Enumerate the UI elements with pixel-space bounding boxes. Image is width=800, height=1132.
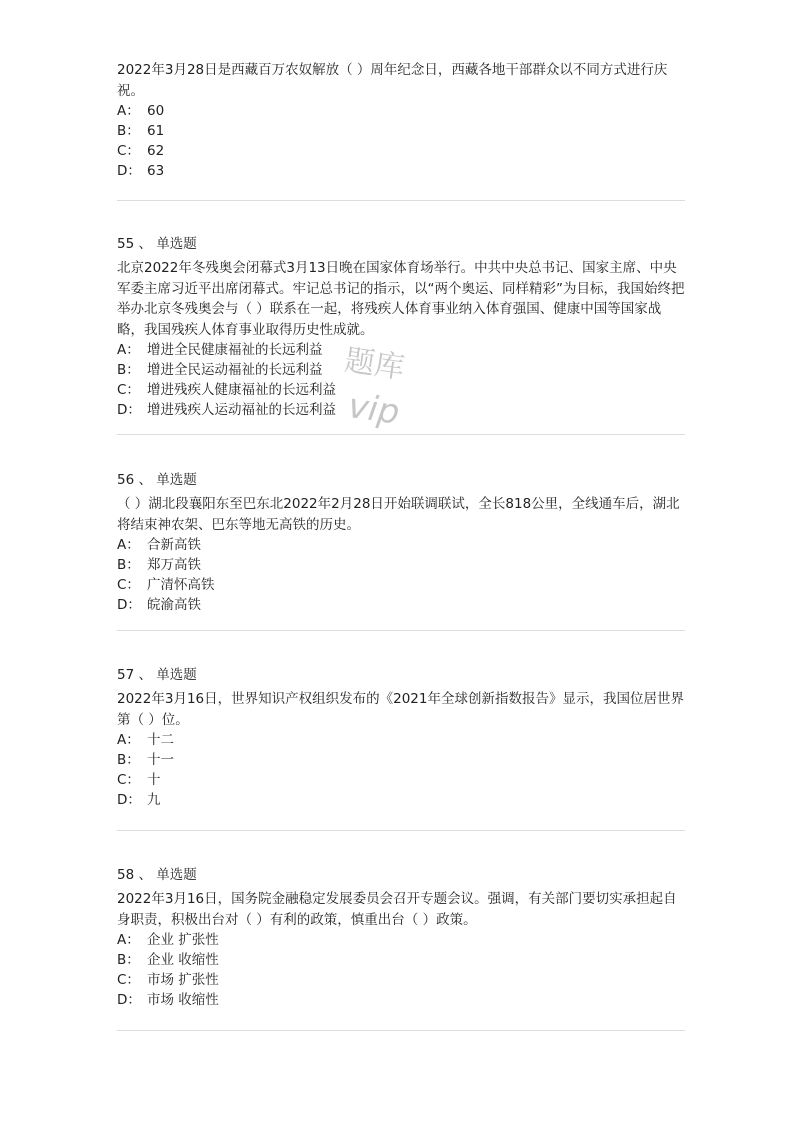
- option-a: [117, 101, 687, 121]
- option-letter: B：: [117, 362, 140, 378]
- option-letter: B：: [117, 952, 140, 968]
- option-letter: B：: [117, 557, 140, 573]
- option-c: [117, 380, 687, 400]
- question-stem: 2022年3月16日，国务院金融稳定发展委员会召开专题会议。强调，有关部门要切实承担起自身职责，积极出台对（ ）有利的政策，慎重出台（ ）政策。: [117, 891, 677, 928]
- option-letter: A：: [117, 342, 140, 358]
- option-a: [117, 535, 687, 555]
- question-header: 58 、 单选题: [117, 867, 197, 883]
- option-letter: D：: [117, 792, 141, 808]
- question-58: [117, 865, 687, 1010]
- option-text: 十二: [147, 732, 174, 748]
- option-text: 九: [147, 792, 161, 808]
- option-text: 61: [147, 123, 165, 139]
- option-letter: C：: [117, 382, 140, 398]
- divider: [117, 1030, 685, 1031]
- watermark-text-1: 题库: [342, 343, 407, 387]
- divider: [117, 630, 685, 631]
- option-text: 十一: [147, 752, 174, 768]
- option-text: 市场 收缩性: [147, 992, 219, 1008]
- option-text: 广清怀高铁: [147, 577, 215, 593]
- option-d: [117, 595, 687, 615]
- option-letter: D：: [117, 992, 141, 1008]
- question-54: [117, 60, 687, 181]
- option-letter: C：: [117, 143, 140, 159]
- divider: [117, 200, 685, 201]
- question-57: [117, 665, 687, 810]
- option-letter: C：: [117, 972, 140, 988]
- option-d: [117, 990, 687, 1010]
- option-text: 60: [147, 103, 165, 119]
- question-header: 57 、 单选题: [117, 667, 197, 683]
- option-c: [117, 575, 687, 595]
- option-text: 企业 收缩性: [147, 952, 219, 968]
- option-d: [117, 400, 687, 420]
- option-letter: A：: [117, 732, 140, 748]
- question-stem: 2022年3月16日，世界知识产权组织发布的《2021年全球创新指数报告》显示，我国位居世界第（ ）位。: [117, 691, 684, 728]
- option-letter: B：: [117, 752, 140, 768]
- question-stem: 2022年3月28日是西藏百万农奴解放（ ）周年纪念日，西藏各地干部群众以不同方式进行庆祝。: [117, 62, 668, 99]
- divider: [117, 434, 685, 435]
- option-letter: C：: [117, 772, 140, 788]
- question-header: 56 、 单选题: [117, 472, 197, 488]
- option-a: [117, 730, 687, 750]
- option-text: 增进残疾人健康福祉的长远利益: [147, 382, 336, 398]
- option-letter: A：: [117, 537, 140, 553]
- question-stem: 北京2022年冬残奥会闭幕式3月13日晚在国家体育场举行。中共中央总书记、国家主席、中央军委主席习近平出席闭幕式。牢记总书记的指示，以“两个奥运、同样精彩”为目标，我国始终把举办北京冬残奥会与（ ）联系在一起，将残疾人体育事业纳入体育强国、健康中国等国家战略，我国残疾人体育事业取得历史性成就。: [117, 260, 685, 338]
- option-b: [117, 121, 687, 141]
- option-b: [117, 750, 687, 770]
- option-d: [117, 161, 687, 181]
- option-text: 增进全民运动福祉的长远利益: [147, 362, 323, 378]
- option-b: [117, 360, 687, 380]
- question-header: 55 、 单选题: [117, 236, 197, 252]
- watermark-text-2: vip: [345, 386, 402, 433]
- option-text: 十: [147, 772, 161, 788]
- option-letter: D：: [117, 163, 141, 179]
- option-letter: B：: [117, 123, 140, 139]
- option-b: [117, 950, 687, 970]
- option-letter: A：: [117, 932, 140, 948]
- option-a: [117, 930, 687, 950]
- question-56: [117, 470, 687, 615]
- option-letter: D：: [117, 402, 141, 418]
- option-a: [117, 340, 687, 360]
- option-text: 企业 扩张性: [147, 932, 219, 948]
- option-b: [117, 555, 687, 575]
- option-text: 皖渝高铁: [147, 597, 201, 613]
- option-text: 63: [147, 163, 165, 179]
- option-letter: A：: [117, 103, 140, 119]
- option-c: [117, 770, 687, 790]
- option-letter: D：: [117, 597, 141, 613]
- option-text: 增进全民健康福祉的长远利益: [147, 342, 323, 358]
- option-c: [117, 141, 687, 161]
- option-d: [117, 790, 687, 810]
- option-text: 市场 扩张性: [147, 972, 219, 988]
- question-55: [117, 234, 687, 420]
- option-c: [117, 970, 687, 990]
- option-text: 郑万高铁: [147, 557, 201, 573]
- option-letter: C：: [117, 577, 140, 593]
- question-stem: （ ）湖北段襄阳东至巴东北2022年2月28日开始联调联试，全长818公里，全线通车后，湖北将结束神农架、巴东等地无高铁的历史。: [117, 496, 680, 533]
- option-text: 增进残疾人运动福祉的长远利益: [147, 402, 336, 418]
- divider: [117, 830, 685, 831]
- option-text: 合新高铁: [147, 537, 201, 553]
- option-text: 62: [147, 143, 165, 159]
